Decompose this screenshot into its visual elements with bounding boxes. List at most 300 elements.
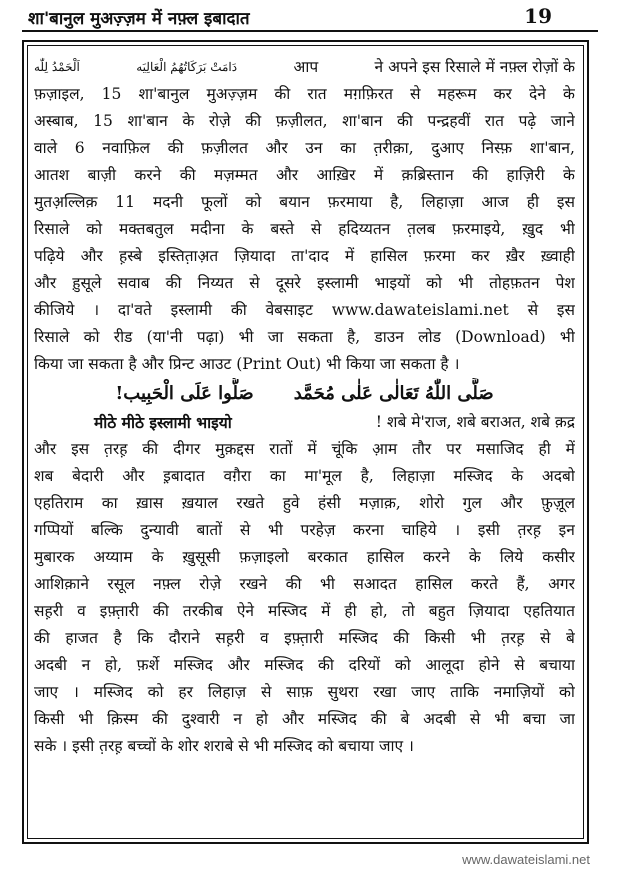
word: मुअज़्ज़म: [206, 85, 258, 103]
word: करने: [134, 166, 162, 184]
paragraph-line: [34, 243, 575, 270]
word: से: [310, 220, 322, 238]
word: के: [241, 220, 254, 238]
word: की: [179, 166, 196, 184]
word: को: [558, 683, 575, 701]
word: आशिक़ाने: [34, 575, 89, 593]
word: उन: [305, 139, 323, 157]
word: अय्याम: [93, 548, 133, 566]
word: व: [77, 602, 86, 620]
word: ख़ैर: [505, 247, 525, 265]
page-header: [0, 0, 620, 40]
word: निय्यत: [197, 274, 234, 292]
word: रखने: [239, 575, 268, 593]
word: इस्लामी: [316, 274, 359, 292]
word: 15: [101, 85, 122, 103]
line-text: [34, 571, 575, 598]
word: से: [239, 521, 251, 539]
word: रात: [484, 112, 505, 130]
paragraph-line: [34, 189, 575, 216]
paragraph-line: [34, 162, 575, 189]
word: मुक़द्दस: [215, 440, 255, 458]
word: इस: [556, 193, 575, 211]
word: पढ़े: [518, 112, 537, 130]
paragraph-line: [34, 490, 575, 517]
word: से: [249, 274, 260, 292]
word: वग़ैरा: [223, 467, 252, 485]
word: मदनी: [152, 193, 184, 211]
word: किसी: [424, 629, 456, 647]
word: न: [233, 710, 242, 728]
word: अदबी: [34, 656, 67, 674]
line-text: [34, 243, 575, 270]
word: रात: [307, 85, 327, 103]
word: रोज़े: [208, 112, 231, 130]
word: के: [563, 85, 575, 103]
paragraph-line: [34, 436, 575, 463]
paragraph-line: [34, 517, 575, 544]
word: त़रीक़ा,: [373, 139, 414, 157]
word: बयान: [279, 193, 310, 211]
word: जाए: [411, 683, 436, 701]
line-text: [34, 297, 575, 324]
word: मज़ाक़,: [359, 494, 401, 512]
word: ताकि: [450, 683, 479, 701]
word: अदबी: [423, 710, 457, 728]
line-text: किया जा सकता है और प्रिन्ट आउट (Print Out) भी किया जा सकता है ।: [34, 355, 460, 373]
line-text: [34, 625, 575, 652]
word: ख़्वाही: [540, 247, 575, 265]
line-text: [34, 324, 575, 351]
word: ऐने: [236, 602, 255, 620]
word: (Download): [455, 328, 546, 346]
word: आख़िर: [316, 166, 356, 184]
word: की: [285, 575, 302, 593]
paragraph-line: [34, 54, 575, 81]
word: कर: [471, 247, 490, 265]
word: सुथरा: [327, 683, 359, 701]
word: बाज़ी: [87, 166, 117, 184]
word: की: [245, 112, 262, 130]
word: हासिल: [370, 247, 408, 265]
line-text: [34, 544, 575, 571]
word: है: [113, 629, 122, 647]
paragraph-line: [34, 270, 575, 297]
word: भी: [78, 710, 94, 728]
word: शा'बानुल: [138, 85, 190, 103]
paragraph-line: [34, 108, 575, 135]
paragraph-line: [34, 351, 575, 378]
word: एहतियात: [523, 602, 575, 620]
word: त़रह़: [104, 440, 128, 458]
word: कि: [137, 629, 154, 647]
word: ख़ास: [136, 494, 164, 512]
word: हो,: [370, 602, 388, 620]
word: करते: [470, 575, 498, 593]
word: मस्जिद: [264, 656, 304, 674]
word: वाले: [34, 139, 58, 157]
word: इस्तित़ाअ़त: [158, 247, 219, 265]
word: रसूल: [107, 575, 135, 593]
word: www.dawateislami.net: [331, 301, 509, 319]
paragraph-line: [34, 297, 575, 324]
word: के: [151, 548, 164, 566]
word: न: [81, 656, 91, 674]
word: शा'बान: [127, 112, 168, 130]
word: पेश: [555, 274, 575, 292]
word: दुआए: [431, 139, 464, 157]
word: दा'वते: [117, 301, 152, 319]
paragraph-line: [34, 706, 575, 733]
word: रीड: [113, 328, 133, 346]
word: ज़ियादा: [468, 602, 510, 620]
word: ।: [454, 521, 461, 539]
word: बरकात: [307, 548, 348, 566]
word: 15: [93, 112, 113, 130]
word: क़ब्रिस्तान: [401, 166, 454, 184]
word: व: [259, 629, 269, 647]
line-text: [34, 517, 575, 544]
paragraph-line: [34, 625, 575, 652]
word: भी: [319, 575, 335, 593]
word: ज़ियादा: [234, 247, 276, 265]
word: मसाजिद: [476, 440, 524, 458]
word: से: [410, 85, 421, 103]
word: जा: [559, 710, 575, 728]
paragraph-line: [34, 544, 575, 571]
word: बातों: [196, 521, 223, 539]
word: सह़री: [34, 602, 64, 620]
word: मज़म्मत: [214, 166, 258, 184]
word: हासिल: [366, 548, 404, 566]
word: 11: [115, 193, 136, 211]
word: लिये: [499, 548, 524, 566]
line-text: [34, 490, 575, 517]
line-text: [34, 216, 575, 243]
word: फ़ुज़ूल: [541, 494, 575, 512]
word: भी: [559, 328, 575, 346]
word: हो,: [104, 656, 123, 674]
word: इस: [71, 440, 90, 458]
line-text: [34, 436, 575, 463]
word: हो: [255, 710, 269, 728]
salutation: [34, 378, 575, 409]
word: और: [265, 139, 288, 157]
word: त़रह़: [501, 629, 525, 647]
word: का: [269, 467, 286, 485]
header-rule: [22, 30, 598, 32]
line-text: [34, 81, 575, 108]
word: हंसी: [318, 494, 341, 512]
word: साफ़: [286, 683, 313, 701]
word: सकता: [297, 328, 333, 346]
word: महरूम: [437, 85, 477, 103]
word: डाउन: [374, 328, 404, 346]
word: भी: [458, 274, 473, 292]
word: से: [539, 629, 551, 647]
arabic-blessing: دَامَتْ بَرَكَاتُهُمُ الْعَالِيَه: [136, 60, 238, 74]
word: जाने: [550, 112, 575, 130]
word: तो: [401, 602, 415, 620]
word: जा: [267, 328, 284, 346]
word: लिहाज़ा: [392, 467, 435, 485]
word: वेबसाइट: [265, 301, 313, 319]
word: भी: [238, 328, 254, 346]
word: पन्द्रहवीं: [427, 112, 471, 130]
word: के: [182, 112, 195, 130]
word: और: [227, 656, 250, 674]
word: दौराने: [168, 629, 200, 647]
word: दुन्यावी: [140, 521, 179, 539]
word: शब: [34, 467, 54, 485]
word: की: [472, 166, 489, 184]
word: इन: [558, 521, 575, 539]
word: मक्तबतुल: [119, 220, 174, 238]
word: दूसरे: [275, 274, 301, 292]
word: पर: [446, 440, 462, 458]
word: रातों: [269, 440, 293, 458]
word: भाइयों: [374, 274, 410, 292]
footer-website: www.dawateislami.net: [462, 852, 590, 867]
paragraph-line: [34, 598, 575, 625]
word: में: [321, 602, 331, 620]
word: गुल: [462, 494, 482, 512]
word: लिहाज़: [207, 683, 247, 701]
word: दुश्वारी: [181, 710, 220, 728]
word: चूंकि: [331, 440, 358, 458]
word: हैं,: [516, 575, 530, 593]
page-number: 19: [524, 4, 552, 28]
word: इफ़्त़ारी: [99, 602, 139, 620]
word: और: [80, 247, 103, 265]
word: से: [469, 710, 481, 728]
word: रखा: [373, 683, 397, 701]
salutation-right: صَلَّى اللّٰهُ تَعَالٰى عَلٰى مُحَمَّد: [293, 383, 494, 404]
word: ख़ुसूसी: [182, 548, 221, 566]
word: में: [344, 247, 355, 265]
word: कीजिये: [34, 301, 75, 319]
word: की: [142, 440, 159, 458]
word: की: [393, 629, 410, 647]
word: लोड: [418, 328, 441, 346]
word: 6: [74, 139, 85, 157]
word: इफ़्त़ारी: [284, 629, 324, 647]
paragraph-line: [34, 324, 575, 351]
word: की: [370, 710, 387, 728]
word: सआदत: [353, 575, 397, 593]
word: करने: [422, 548, 450, 566]
word: और: [500, 494, 523, 512]
word: शा'बान,: [529, 139, 575, 157]
word: जाए: [34, 683, 59, 701]
line-text: सके । इसी त़रह़ बच्चों के शोर शराबे से भी मस्जिद को बचाया जाए ।: [34, 737, 414, 755]
word: भी: [470, 629, 486, 647]
word: बहुत: [428, 602, 455, 620]
word: और: [34, 274, 57, 292]
word: रखते: [236, 494, 265, 512]
word: ही: [538, 440, 551, 458]
word: कर: [493, 85, 512, 103]
word: मस्जिद: [93, 683, 133, 701]
word: हर: [178, 683, 193, 701]
word: की: [34, 629, 50, 647]
paragraph-line: [34, 81, 575, 108]
word: दरियों: [348, 656, 381, 674]
word: के: [511, 467, 524, 485]
word: बे: [400, 710, 410, 728]
word: देने: [529, 85, 546, 103]
word: इस्लामी: [170, 301, 213, 319]
word: बे: [565, 629, 575, 647]
line-text: [34, 598, 575, 625]
word: को: [426, 274, 442, 292]
word: ह़ुसूले: [72, 274, 102, 292]
word: (या'नी: [146, 328, 183, 346]
word: बचाया: [539, 656, 575, 674]
word: फूलों: [201, 193, 228, 211]
paragraph-line: [34, 652, 575, 679]
word: रोज़े: [199, 575, 222, 593]
word: के: [563, 166, 575, 184]
word: में: [307, 440, 317, 458]
word: ही: [344, 602, 357, 620]
word: होने: [478, 656, 500, 674]
word: से: [514, 656, 525, 674]
word: ता'दाद: [291, 247, 329, 265]
word: तौर: [412, 440, 432, 458]
word: नमाज़ियों: [493, 683, 545, 701]
word: ही: [526, 193, 539, 211]
word: अस्बाब,: [34, 112, 79, 130]
header-title: शा'बानुल मुअज़्ज़म में नफ़्ल इबादात: [28, 9, 250, 29]
word: की: [152, 710, 168, 728]
line-segment: आप: [293, 58, 319, 76]
word: सवाब: [117, 274, 150, 292]
word: हदिय्यतन: [338, 220, 391, 238]
paragraph-line: [34, 733, 575, 760]
word: का: [101, 494, 118, 512]
word: को: [394, 656, 411, 674]
word: एहतिराम: [34, 494, 84, 512]
word: मस्जिद: [453, 467, 493, 485]
line-text: [34, 679, 575, 706]
word: नफ़्ल: [153, 575, 181, 593]
word: हुवे: [282, 494, 300, 512]
word: है,: [360, 467, 374, 485]
line-text: [34, 108, 575, 135]
word: मस्जिद: [268, 602, 308, 620]
arabic-phrase: اَلْحَمْدُ لِلّٰه: [34, 60, 80, 74]
word: मस्जिद: [338, 629, 378, 647]
word: लिहाज़ा: [421, 193, 464, 211]
word: का: [340, 139, 356, 157]
word: मस्जिद: [173, 656, 213, 674]
line-text: [34, 135, 575, 162]
word: की: [318, 656, 334, 674]
word: फ़ज़ीलत: [201, 139, 248, 157]
paragraph-line: [34, 135, 575, 162]
word: भी: [267, 521, 283, 539]
word: में: [565, 440, 575, 458]
word: में: [373, 166, 384, 184]
word: ।: [72, 683, 79, 701]
word: भी: [560, 220, 575, 238]
line-text: [34, 652, 575, 679]
salutation-left: صَلُّوا عَلَى الْحَبِيب!: [115, 383, 254, 404]
word: की: [165, 274, 182, 292]
line-text: [34, 270, 575, 297]
word: की: [152, 602, 169, 620]
word: बल्कि: [90, 521, 123, 539]
line-segment: ! शबे मे'राज, शबे बराअत, शबे क़द्र: [375, 413, 575, 431]
word: फ़ज़ाइलो: [239, 548, 289, 566]
word: आतश: [34, 166, 70, 184]
word: को: [83, 328, 100, 346]
word: करना: [353, 521, 384, 539]
word: की: [167, 139, 184, 157]
word: अगर: [548, 575, 575, 593]
word: रिसाले: [34, 220, 70, 238]
word: त़लब: [407, 220, 436, 238]
paragraph-line: [34, 463, 575, 490]
word: आ़म: [372, 440, 398, 458]
paragraph-1: [34, 54, 575, 378]
word: फ़ज़ीलत,: [275, 112, 328, 130]
word: मुतअ़ल्लिक़: [34, 193, 98, 211]
word: फ़रमाइये,: [452, 220, 506, 238]
word: को: [86, 220, 103, 238]
body-text: [34, 54, 575, 760]
paragraph-line: [34, 216, 575, 243]
word: चाहिये: [401, 521, 437, 539]
word: है,: [347, 328, 361, 346]
word: की: [397, 112, 413, 130]
word: बचा: [522, 710, 546, 728]
word: ख़याल: [181, 494, 218, 512]
word: इस: [556, 301, 575, 319]
word: गप्पियों: [34, 521, 74, 539]
word: शोरो: [419, 494, 445, 512]
line-text: [34, 706, 575, 733]
word: की: [274, 85, 291, 103]
word: और: [122, 467, 145, 485]
word: भी: [494, 710, 510, 728]
word: परहेज़: [300, 521, 336, 539]
word: और: [34, 440, 57, 458]
word: दीगर: [173, 440, 201, 458]
word: इसी: [477, 521, 500, 539]
word: बस्ते: [270, 220, 295, 238]
word: मग़फ़िरत: [343, 85, 393, 103]
word: आज: [481, 193, 509, 211]
word: अदबो: [541, 467, 575, 485]
word: तरकीब: [182, 602, 223, 620]
word: हाजत: [65, 629, 99, 647]
paragraph-line: [34, 409, 575, 436]
word: और: [275, 166, 299, 184]
line-text: [34, 162, 575, 189]
word: से: [260, 683, 272, 701]
word: बेदारी: [72, 467, 104, 485]
word: है,: [390, 193, 404, 211]
line-text: [34, 463, 575, 490]
word: के: [468, 548, 481, 566]
word: मा'मूल: [304, 467, 342, 485]
word: से: [527, 301, 539, 319]
bold-heading: मीठे मीठे इस्लामी भाइयो: [94, 413, 232, 432]
word: ।: [93, 301, 100, 319]
paragraph-2: [34, 409, 575, 760]
